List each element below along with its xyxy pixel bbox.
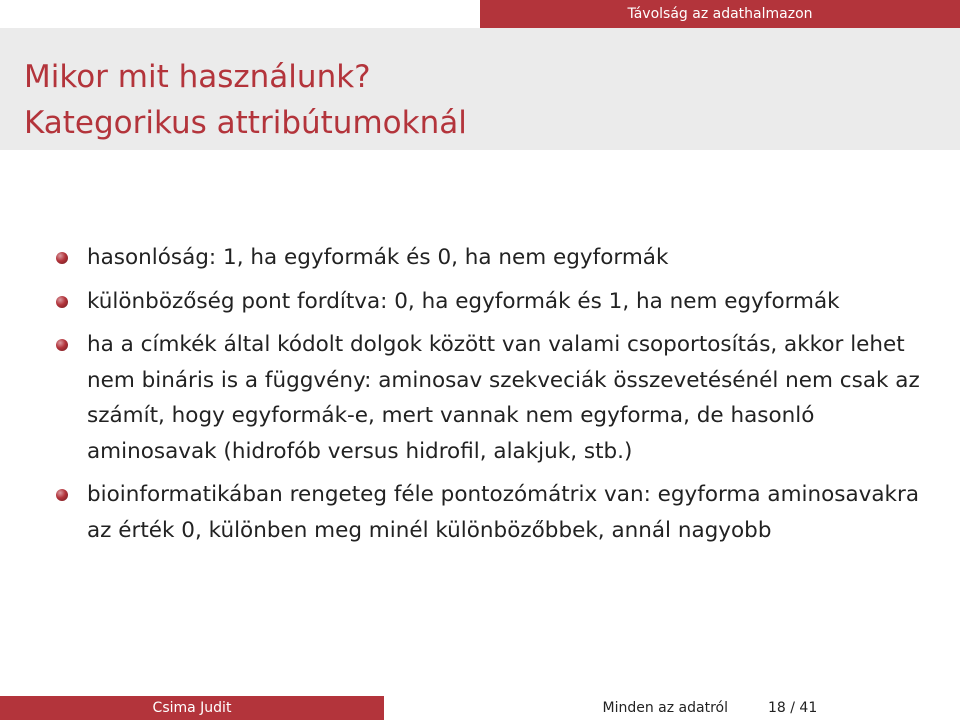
bullet-list bbox=[56, 240, 936, 556]
footline bbox=[0, 696, 960, 720]
list-item bbox=[56, 327, 936, 469]
list-item-text: különbözőség pont fordítva: 0, ha egyformák és 1, ha nem egyformák bbox=[87, 288, 840, 314]
bullet-icon bbox=[56, 489, 68, 501]
list-item-text: ha a címkék által kódolt dolgok között van valami csoportosítás, akkor lehet nem bináris is a függvény: aminosav szekveciák összevetésénél nem csak az számít, hogy egyformák-e, mert vannak nem egyforma, de hasonló aminosavak (hidrofób versus hidrofil, alakjuk, stb.) bbox=[87, 332, 920, 464]
list-item-text: hasonlóság: 1, ha egyformák és 0, ha nem egyformák bbox=[87, 245, 669, 270]
footer-title: Minden az adatról bbox=[602, 700, 728, 716]
list-item bbox=[56, 477, 936, 548]
list-item bbox=[56, 240, 936, 276]
list-item bbox=[56, 284, 936, 320]
page-number: 18 / 41 bbox=[768, 700, 818, 716]
bullet-icon bbox=[56, 339, 68, 351]
frame-subtitle: Kategorikus attribútumoknál bbox=[24, 105, 467, 141]
footer-author: Csima Judit bbox=[0, 696, 384, 720]
frame-title-area bbox=[0, 28, 960, 150]
frame-title: Mikor mit használunk? bbox=[24, 59, 371, 95]
footer-title-box bbox=[384, 696, 768, 720]
headline-bar bbox=[0, 0, 960, 28]
list-item-text: bioinformatikában rengeteg féle pontozómátrix van: egyforma aminosavakra az érték 0, különben meg minél különbözőbbek, annál nagyobb bbox=[87, 482, 920, 543]
section-name: Távolság az adathalmazon bbox=[480, 0, 960, 28]
bullet-icon bbox=[56, 252, 68, 264]
headline-left bbox=[0, 0, 480, 28]
footer-page-box bbox=[768, 696, 960, 720]
bullet-icon bbox=[56, 296, 68, 308]
